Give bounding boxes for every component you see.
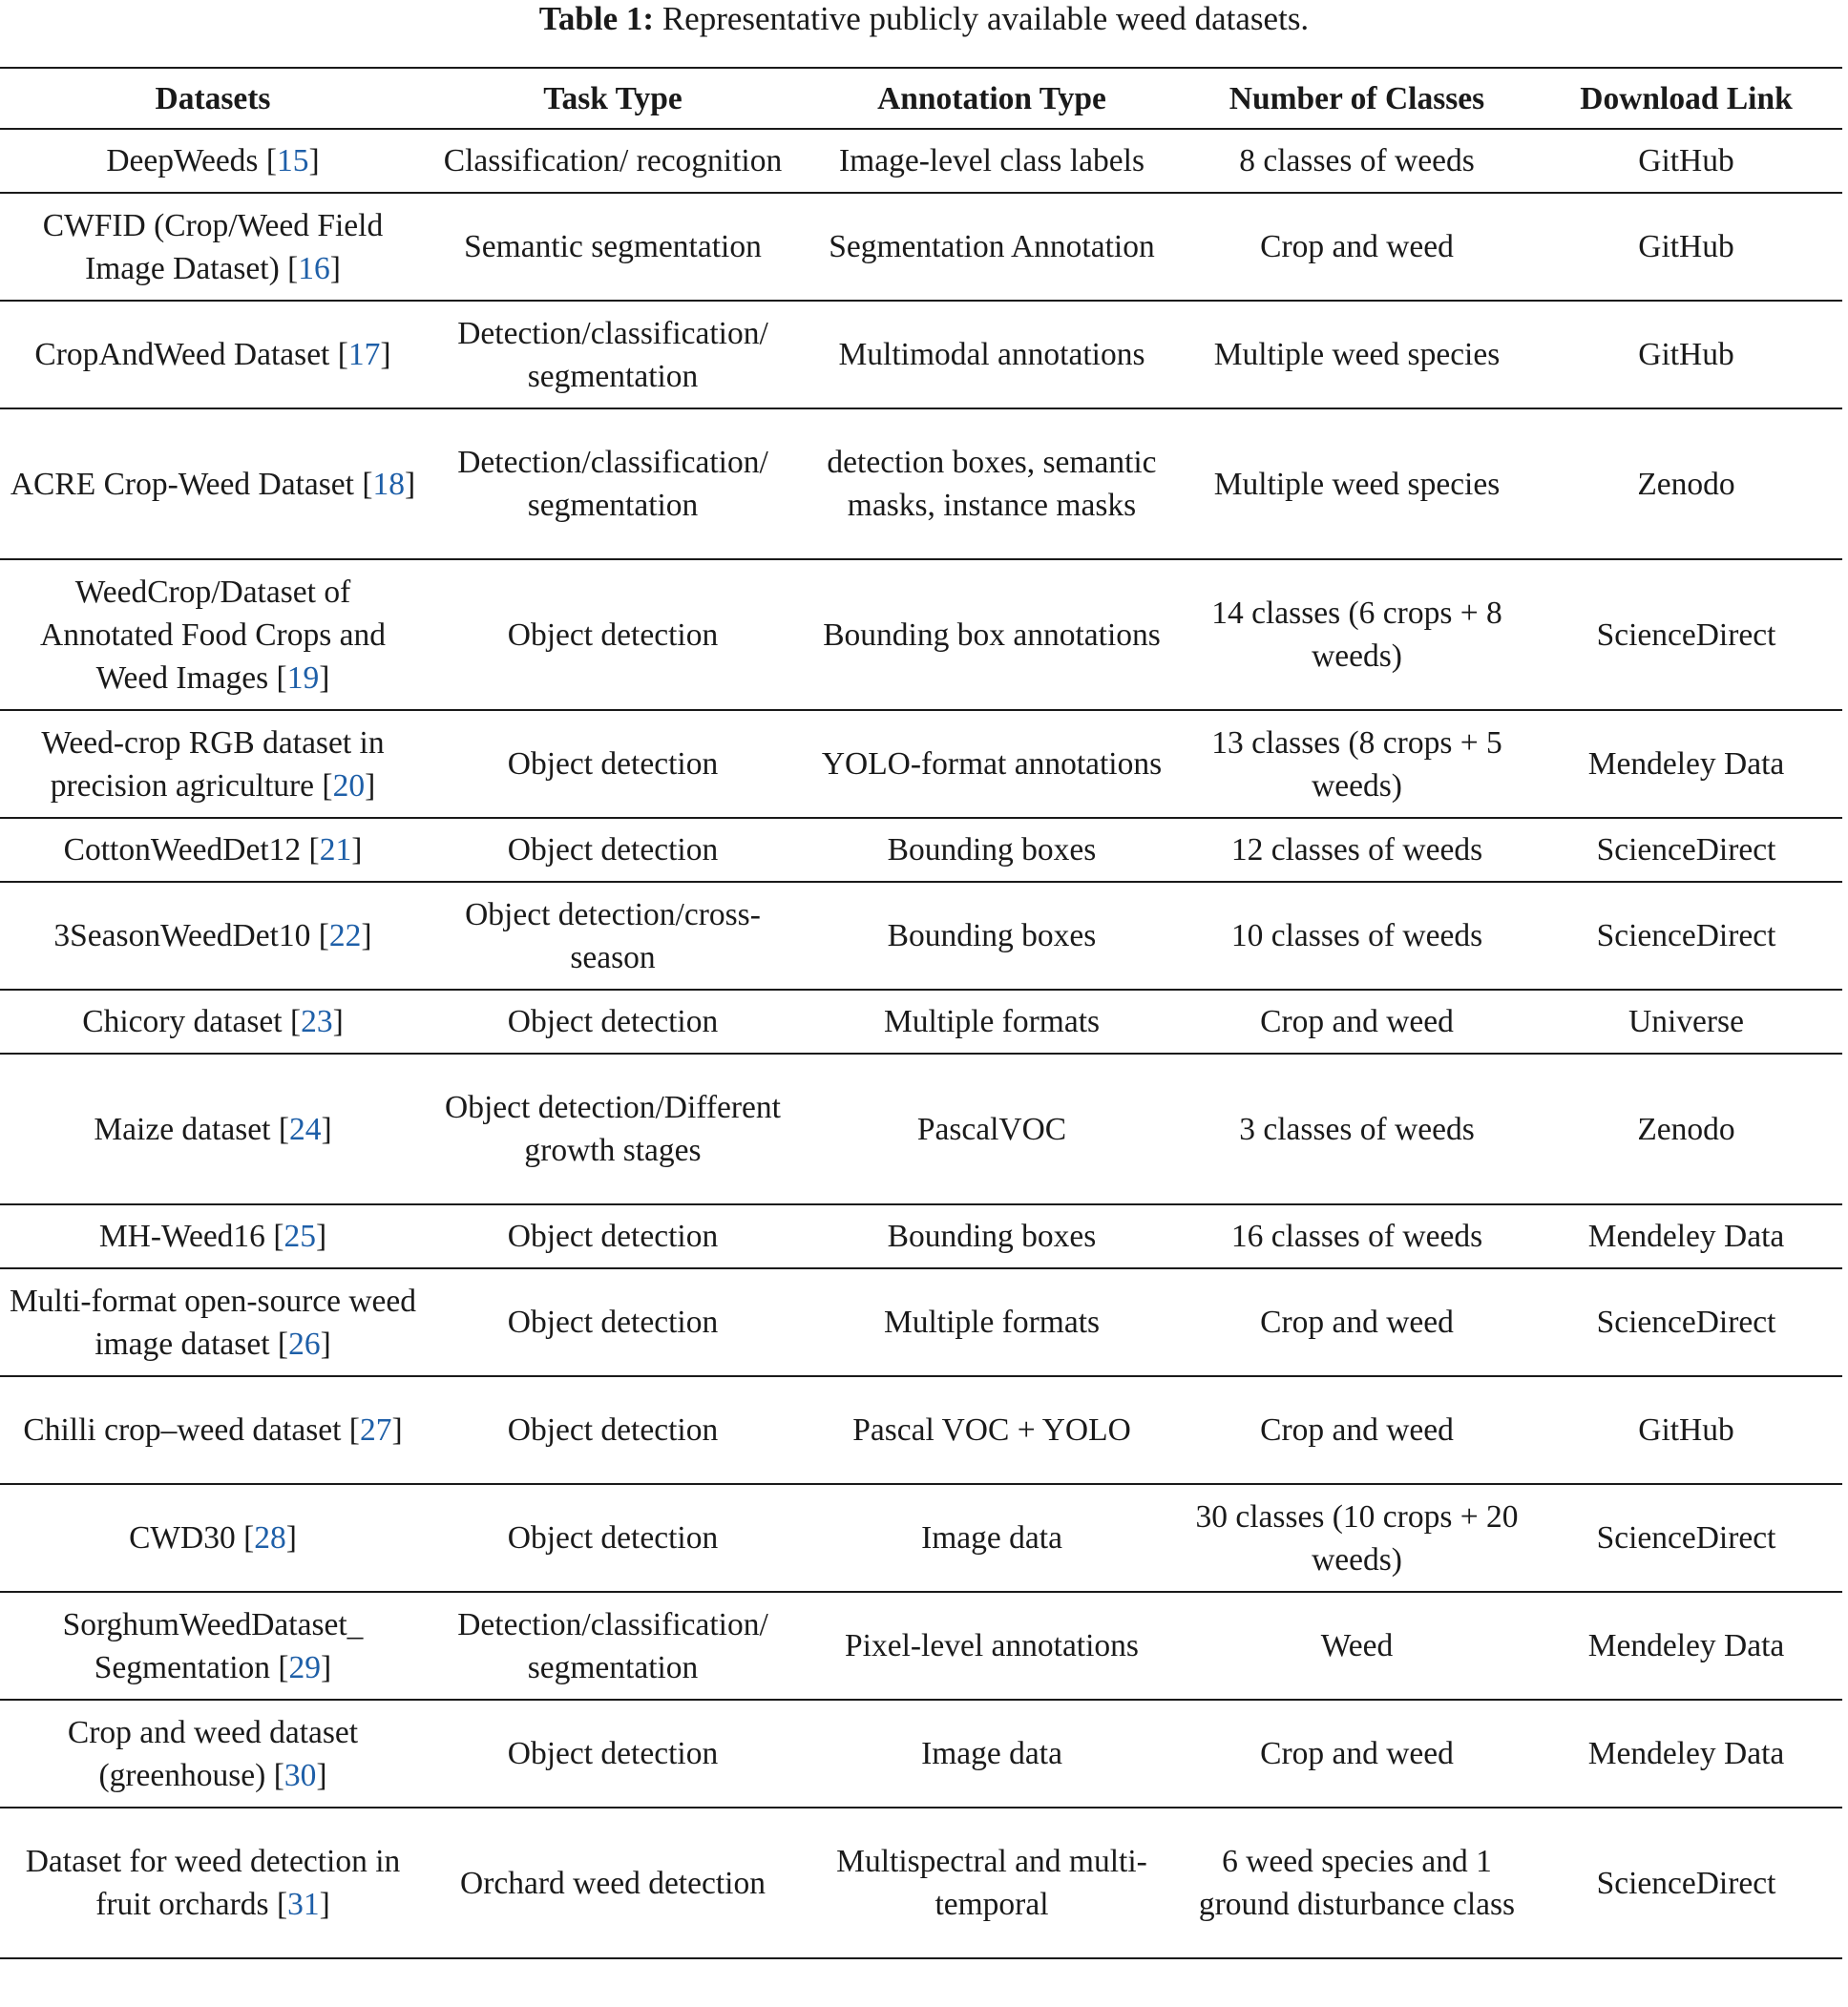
cell-dataset	[0, 1592, 426, 1700]
weed-datasets-table	[0, 67, 1842, 1959]
cell-number-of-classes: 13 classes (8 crops + 5 weeds)	[1184, 710, 1530, 818]
cell-task-type: Object detection	[426, 990, 800, 1054]
table-header-row	[0, 68, 1842, 129]
cell-task-type: Object detection	[426, 1376, 800, 1484]
ref-bracket-open: [	[282, 1004, 302, 1039]
cell-task-type: Object detection	[426, 559, 800, 710]
reference-link[interactable]: 27	[359, 1412, 392, 1448]
ref-bracket-close: ]	[320, 1326, 331, 1362]
cell-annotation-type: Multiple formats	[800, 990, 1184, 1054]
reference-link[interactable]: 30	[284, 1757, 317, 1793]
cell-download-link: GitHub	[1530, 129, 1842, 193]
cell-annotation-type: Multiple formats	[800, 1268, 1184, 1376]
cell-number-of-classes: 12 classes of weeds	[1184, 818, 1530, 882]
dataset-name: WeedCrop/Dataset of Annotated Food Crops and Weed Images	[40, 574, 386, 696]
cell-dataset	[0, 882, 426, 990]
header-number-of-classes: Number of Classes	[1184, 68, 1530, 129]
cell-task-type: Orchard weed detection	[426, 1808, 800, 1958]
cell-dataset	[0, 1484, 426, 1592]
cell-number-of-classes: 10 classes of weeds	[1184, 882, 1530, 990]
header-task-type: Task Type	[426, 68, 800, 129]
cell-download-link: Mendeley Data	[1530, 1592, 1842, 1700]
ref-bracket-open: [	[270, 1649, 289, 1685]
cell-task-type: Object detection	[426, 1268, 800, 1376]
cell-dataset	[0, 1376, 426, 1484]
cell-dataset	[0, 1700, 426, 1808]
cell-annotation-type: Bounding boxes	[800, 1204, 1184, 1268]
ref-bracket-close: ]	[380, 337, 391, 372]
header-datasets: Datasets	[0, 68, 426, 129]
table-row	[0, 1376, 1842, 1484]
cell-annotation-type: detection boxes, semantic masks, instance masks	[800, 408, 1184, 559]
cell-task-type: Object detection	[426, 1204, 800, 1268]
dataset-name: CropAndWeed Dataset	[34, 337, 330, 372]
cell-dataset	[0, 1204, 426, 1268]
ref-bracket-open: [	[268, 659, 287, 696]
cell-task-type: Object detection	[426, 818, 800, 882]
cell-task-type: Object detection/Different growth stages	[426, 1054, 800, 1204]
cell-download-link: Mendeley Data	[1530, 1700, 1842, 1808]
ref-bracket-close: ]	[321, 1111, 332, 1147]
reference-link[interactable]: 24	[288, 1111, 322, 1147]
table-row	[0, 1484, 1842, 1592]
table-row	[0, 301, 1842, 408]
ref-bracket-close: ]	[365, 767, 376, 804]
reference-link[interactable]: 19	[286, 659, 320, 696]
reference-link[interactable]: 18	[372, 466, 405, 502]
ref-bracket-open: [	[329, 337, 348, 372]
table-row	[0, 818, 1842, 882]
cell-download-link: Zenodo	[1530, 408, 1842, 559]
ref-bracket-open: [	[314, 767, 333, 804]
cell-number-of-classes: 30 classes (10 crops + 20 weeds)	[1184, 1484, 1530, 1592]
dataset-name: Maize dataset	[94, 1111, 271, 1147]
cell-download-link: ScienceDirect	[1530, 882, 1842, 990]
reference-link[interactable]: 29	[288, 1649, 322, 1685]
reference-link[interactable]: 25	[284, 1219, 316, 1254]
reference-link[interactable]: 20	[332, 767, 366, 804]
dataset-name: CWD30	[129, 1520, 236, 1556]
cell-download-link: GitHub	[1530, 193, 1842, 301]
cell-dataset	[0, 1808, 426, 1958]
cell-dataset	[0, 408, 426, 559]
cell-dataset	[0, 301, 426, 408]
table-caption-text: Representative publicly available weed datasets.	[654, 0, 1310, 37]
cell-dataset	[0, 1054, 426, 1204]
cell-dataset	[0, 710, 426, 818]
reference-link[interactable]: 16	[298, 250, 330, 286]
cell-number-of-classes: Multiple weed species	[1184, 408, 1530, 559]
cell-number-of-classes: Multiple weed species	[1184, 301, 1530, 408]
cell-dataset	[0, 818, 426, 882]
table-row	[0, 710, 1842, 818]
table-caption	[0, 0, 1848, 46]
cell-annotation-type: PascalVOC	[800, 1054, 1184, 1204]
cell-annotation-type: Multimodal annotations	[800, 301, 1184, 408]
ref-bracket-open: [	[310, 918, 329, 953]
dataset-name: MH-Weed16	[98, 1219, 265, 1254]
table-row	[0, 1268, 1842, 1376]
cell-dataset	[0, 129, 426, 193]
table-row	[0, 882, 1842, 990]
dataset-name: Dataset for weed detection in fruit orchards	[25, 1844, 401, 1922]
cell-task-type: Object detection	[426, 710, 800, 818]
reference-link[interactable]: 21	[319, 832, 352, 868]
ref-bracket-open: [	[268, 1887, 288, 1922]
ref-bracket-close: ]	[319, 1887, 330, 1922]
reference-link[interactable]: 26	[288, 1326, 321, 1362]
cell-annotation-type: Bounding box annotations	[800, 559, 1184, 710]
cell-task-type: Object detection/cross-season	[426, 882, 800, 990]
dataset-name: ACRE Crop-Weed Dataset	[10, 466, 354, 502]
ref-bracket-close: ]	[315, 1219, 327, 1254]
ref-bracket-close: ]	[316, 1757, 327, 1793]
cell-download-link: Mendeley Data	[1530, 1204, 1842, 1268]
cell-download-link: ScienceDirect	[1530, 818, 1842, 882]
cell-download-link: GitHub	[1530, 1376, 1842, 1484]
ref-bracket-close: ]	[319, 659, 330, 696]
reference-link[interactable]: 28	[254, 1520, 286, 1556]
ref-bracket-open: [	[258, 143, 278, 178]
cell-task-type: Semantic segmentation	[426, 193, 800, 301]
table-row	[0, 1808, 1842, 1958]
ref-bracket-close: ]	[321, 1649, 332, 1685]
reference-link[interactable]: 23	[301, 1004, 333, 1039]
cell-number-of-classes: 16 classes of weeds	[1184, 1204, 1530, 1268]
table-row	[0, 990, 1842, 1054]
cell-number-of-classes: Crop and weed	[1184, 1376, 1530, 1484]
cell-annotation-type: Bounding boxes	[800, 818, 1184, 882]
ref-bracket-open: [	[301, 832, 320, 868]
dataset-name: Multi-format open-source weed image dataset	[9, 1283, 417, 1362]
ref-bracket-close: ]	[361, 918, 372, 953]
table-row	[0, 129, 1842, 193]
cell-number-of-classes: 6 weed species and 1 ground disturbance class	[1184, 1808, 1530, 1958]
cell-dataset	[0, 990, 426, 1054]
cell-task-type: Classification/ recognition	[426, 129, 800, 193]
cell-annotation-type: Image-level class labels	[800, 129, 1184, 193]
ref-bracket-close: ]	[351, 832, 363, 868]
cell-number-of-classes: Weed	[1184, 1592, 1530, 1700]
dataset-name: DeepWeeds	[106, 143, 259, 178]
dataset-name: Chicory dataset	[82, 1004, 283, 1039]
dataset-name: CWFID (Crop/Weed Field Image Dataset)	[42, 207, 384, 286]
cell-annotation-type: Segmentation Annotation	[800, 193, 1184, 301]
ref-bracket-open: [	[235, 1520, 255, 1556]
dataset-name: Crop and weed dataset (greenhouse)	[67, 1714, 359, 1793]
cell-number-of-classes: Crop and weed	[1184, 990, 1530, 1054]
cell-download-link: Zenodo	[1530, 1054, 1842, 1204]
ref-bracket-close: ]	[308, 143, 320, 178]
table-row	[0, 1204, 1842, 1268]
header-download-link: Download Link	[1530, 68, 1842, 129]
cell-download-link: GitHub	[1530, 301, 1842, 408]
cell-download-link: Mendeley Data	[1530, 710, 1842, 818]
table-row	[0, 559, 1842, 710]
dataset-name: Chilli crop–weed dataset	[23, 1412, 342, 1448]
cell-annotation-type: Image data	[800, 1484, 1184, 1592]
ref-bracket-close: ]	[285, 1520, 297, 1556]
cell-annotation-type: YOLO-format annotations	[800, 710, 1184, 818]
ref-bracket-open: [	[279, 250, 299, 286]
dataset-name: SorghumWeedDataset_ Segmentation	[62, 1606, 364, 1685]
cell-download-link: ScienceDirect	[1530, 559, 1842, 710]
table-body	[0, 129, 1842, 1958]
reference-link[interactable]: 15	[277, 143, 309, 178]
table-row	[0, 1700, 1842, 1808]
table-row	[0, 1592, 1842, 1700]
dataset-name: CottonWeedDet12	[63, 832, 302, 868]
cell-annotation-type: Pixel-level annotations	[800, 1592, 1184, 1700]
cell-annotation-type: Multispectral and multi-temporal	[800, 1808, 1184, 1958]
cell-annotation-type: Bounding boxes	[800, 882, 1184, 990]
reference-link[interactable]: 22	[328, 918, 362, 953]
cell-number-of-classes: 3 classes of weeds	[1184, 1054, 1530, 1204]
ref-bracket-close: ]	[329, 250, 341, 286]
cell-task-type: Detection/classification/ segmentation	[426, 301, 800, 408]
cell-dataset	[0, 193, 426, 301]
table-row	[0, 193, 1842, 301]
cell-dataset	[0, 1268, 426, 1376]
cell-task-type: Object detection	[426, 1700, 800, 1808]
cell-annotation-type: Image data	[800, 1700, 1184, 1808]
table-header	[0, 68, 1842, 129]
cell-number-of-classes: Crop and weed	[1184, 1700, 1530, 1808]
table-row	[0, 408, 1842, 559]
cell-task-type: Detection/classification/ segmentation	[426, 408, 800, 559]
cell-download-link: Universe	[1530, 990, 1842, 1054]
ref-bracket-open: [	[353, 466, 373, 502]
cell-number-of-classes: 8 classes of weeds	[1184, 129, 1530, 193]
cell-number-of-classes: 14 classes (6 crops + 8 weeds)	[1184, 559, 1530, 710]
ref-bracket-open: [	[265, 1757, 284, 1793]
reference-link[interactable]: 17	[347, 337, 381, 372]
ref-bracket-open: [	[341, 1412, 360, 1448]
ref-bracket-close: ]	[332, 1004, 344, 1039]
cell-download-link: ScienceDirect	[1530, 1268, 1842, 1376]
ref-bracket-close: ]	[391, 1412, 403, 1448]
reference-link[interactable]: 31	[287, 1887, 320, 1922]
table-caption-label: Table 1:	[538, 0, 655, 37]
cell-task-type: Detection/classification/ segmentation	[426, 1592, 800, 1700]
cell-number-of-classes: Crop and weed	[1184, 193, 1530, 301]
ref-bracket-open: [	[264, 1219, 284, 1254]
cell-download-link: ScienceDirect	[1530, 1484, 1842, 1592]
ref-bracket-close: ]	[405, 466, 416, 502]
table-row	[0, 1054, 1842, 1204]
dataset-name: 3SeasonWeedDet10	[53, 918, 311, 953]
cell-download-link: ScienceDirect	[1530, 1808, 1842, 1958]
dataset-name: Weed-crop RGB dataset in precision agriculture	[41, 724, 385, 804]
cell-number-of-classes: Crop and weed	[1184, 1268, 1530, 1376]
cell-annotation-type: Pascal VOC + YOLO	[800, 1376, 1184, 1484]
ref-bracket-open: [	[269, 1326, 289, 1362]
cell-task-type: Object detection	[426, 1484, 800, 1592]
header-annotation-type: Annotation Type	[800, 68, 1184, 129]
cell-dataset	[0, 559, 426, 710]
ref-bracket-open: [	[270, 1111, 289, 1147]
